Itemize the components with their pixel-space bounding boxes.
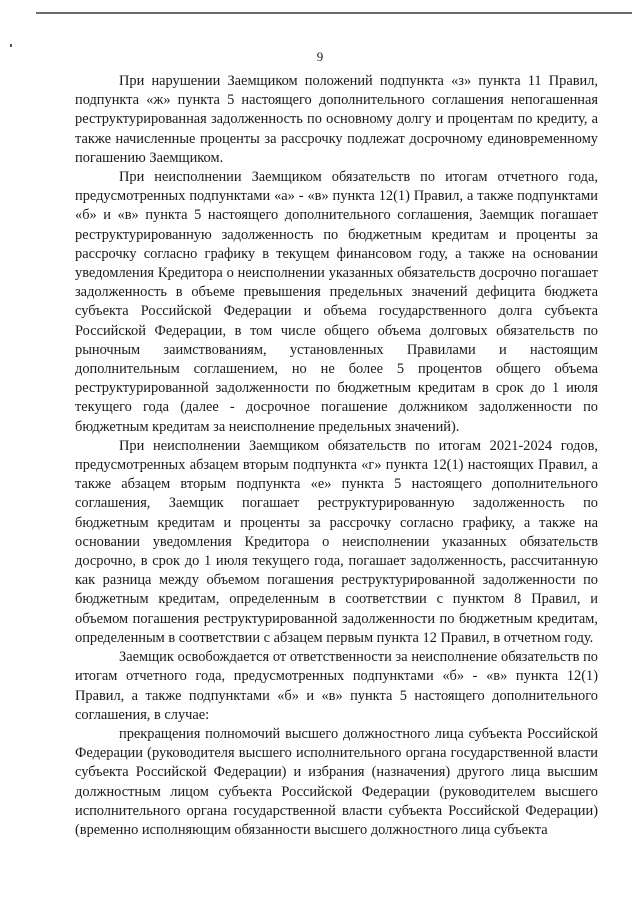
- document-body: [75, 72, 598, 840]
- paragraph-early-repayment: При нарушении Заемщиком положений подпункта «з» пункта 11 Правил, подпункта «ж» пункта 5 настоящего дополнительного соглашения непогашенная реструктурированная задолженность по основному долгу и процентам по кредиту, а также начисленные проценты за рассрочку подлежат досрочному единовременному погашению Заемщиком.: [75, 73, 598, 166]
- paragraph-release-from-liability: Заемщик освобождается от ответственности за неисполнение обязательств по итогам отчетного года, предусмотренных подпунктами «б» - «в» пункта 12(1) Правил, а также подпунктами «б» и «в» пункта 5 настоящего дополнительного соглашения, в случае:: [75, 649, 598, 723]
- scan-margin-mark: [10, 44, 12, 47]
- page-number: 9: [316, 49, 324, 64]
- paragraph-2021-2024-obligations: При неисполнении Заемщиком обязательств по итогам 2021-2024 годов, предусмотренных абзацем вторым подпункта «г» пункта 12(1) настоящих Правил, а также абзацем вторым подпункта «е» пункта 5 настоящего дополнительного соглашения, Заемщик погашает реструктурированную задолженность по бюджетным кредитам и проценты за рассрочку согласно графику, а также на основании уведомления Кредитора о неисполнении указанных обязательств досрочно, в срок до 1 июля текущего года, погашает задолженность, рассчитанную как разница между объемом погашения реструктурированной задолженности по бюджетным кредитам, определенным в соответствии с пунктом 8 Правил, и объемом погашения реструктурированной задолженности по бюджетным кредитам, определенным в соответствии с абзацем первым пункта 12 Правил, в отчетном году.: [75, 437, 598, 646]
- scan-top-rule: [36, 12, 632, 14]
- paragraph-termination-of-powers: прекращения полномочий высшего должностного лица субъекта Российской Федерации (руководителя высшего исполнительного органа государственной власти субъекта Российской Федерации) и избрания (назначения) другого лица высшим должностным лицом субъекта Российской Федерации (руководителем высшего исполнительного органа государственной власти субъекта Российской Федерации) (временно исполняющим обязанности высшего должностного лица субъекта: [75, 725, 598, 838]
- paragraph-annual-obligations: При неисполнении Заемщиком обязательств по итогам отчетного года, предусмотренных подпунктами «а» - «в» пункта 12(1) Правил, а также подпунктами «б» и «в» пункта 5 настоящего дополнительного соглашения, Заемщик погашает реструктурированную задолженность по бюджетным кредитам и проценты за рассрочку согласно графику в текущем финансовом году, а также на основании уведомления Кредитора о неисполнении указанных обязательств досрочно погашает задолженность в объеме превышения предельных значений дефицита бюджета субъекта Российской Федерации и объема государственного долга субъекта Российской Федерации, в том числе общего объема долговых обязательств по рыночным заимствованиям, установленных Правилами и настоящим дополнительным соглашением, но не более 5 процентов общего объема реструктурированной задолженности по бюджетным кредитам в срок до 1 июля текущего года (далее - досрочное погашение должником задолженности по бюджетным кредитам за неисполнение предельных значений).: [75, 169, 598, 435]
